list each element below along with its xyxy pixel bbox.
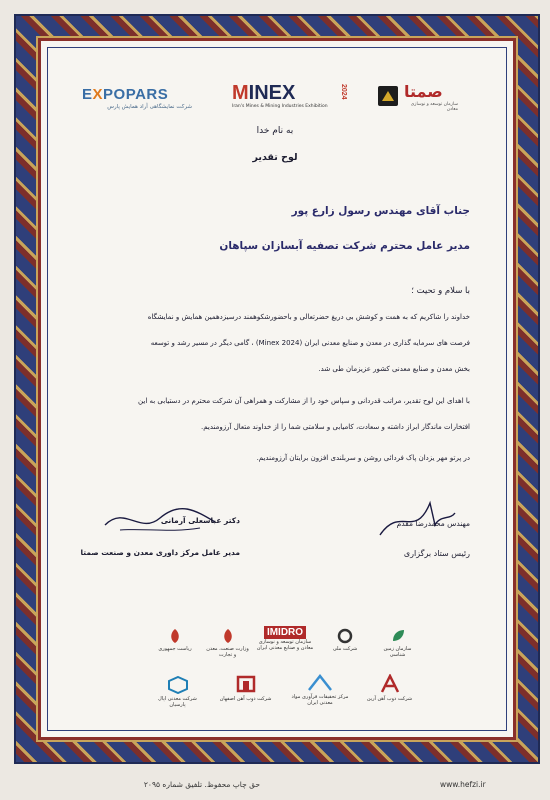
- partner-logo: شرکت ذوب آهن اصفهان: [218, 674, 273, 702]
- minex-tagline: Iran's Mines & Mining Industries Exhibition: [232, 104, 328, 109]
- emblem-icon: [221, 628, 235, 644]
- right-signer-title: رئیس ستاد برگزاری: [403, 549, 470, 558]
- right-signer-name: مهندس محمدرضا مقدم: [396, 519, 470, 528]
- logo-text-rest: POPARS: [103, 86, 169, 103]
- partner-logo: مرکز تحقیقات فرآوری مواد معدنی ایران: [290, 674, 350, 706]
- partner-logo: ریاست جمهوری: [155, 628, 195, 652]
- imidro-name: IMIDRO: [264, 626, 306, 639]
- basmala: به نام خدا: [256, 126, 294, 136]
- closing-line: در پرتو مهر یزدان پاک فردائی روشن و سربلندی افزون برایتان آرزومندیم.: [256, 454, 470, 462]
- circle-emblem-icon: [337, 628, 353, 644]
- greeting: با سلام و تحیت ؛: [411, 286, 470, 296]
- left-signer-name: دکتر عباسعلی آرمانی: [160, 516, 240, 525]
- minex-text: INEX: [248, 82, 296, 104]
- samta-name: صمتا: [404, 82, 443, 101]
- emblem-icon: [168, 628, 182, 644]
- minex-logo: [232, 82, 352, 109]
- footer-copyright: حق چاپ محفوظ. تلفیق شماره ۲۰۹۵: [143, 780, 260, 789]
- samta-logo: [378, 82, 458, 112]
- logo-text-x: X: [92, 86, 104, 103]
- leaf-icon: [390, 628, 406, 644]
- expopars-logo: [82, 86, 192, 110]
- partner-logo: شرکت ملی: [325, 628, 365, 652]
- body-line: افتخارات ماندگار ابراز داشته و سعادت، کامیابی و سلامتی شما را از خداوند متعال آرزومندیم.: [201, 423, 470, 431]
- left-signer-title: مدیر عامل مرکز داوری معدن و صنعت صمتا: [80, 548, 240, 557]
- body-line: فرصت های سرمایه گذاری در معدن و صنایع معدنی ایران (Minex 2024) ، گامی دیگر در مسیر رشد و توسعه: [150, 339, 470, 347]
- a-emblem-icon: [379, 674, 401, 694]
- expopars-tagline: شرکت نمایشگاهی آراد همایش پارس: [107, 104, 192, 110]
- samta-emblem-icon: [378, 86, 398, 106]
- minex-year: 2024: [340, 84, 347, 100]
- logo-text: E: [82, 86, 93, 103]
- partner-logo: وزارت صنعت، معدن و تجارت: [205, 628, 250, 658]
- body-line: خداوند را شاکریم که به همت و کوشش بی دریغ حضرتعالی و باحضورشکوهمند درسیزدهمین همایش و نمایشگاه: [147, 313, 470, 321]
- recipient-name: جناب آقای مهندس رسول زارع پور: [291, 205, 470, 217]
- samta-tagline: سازمان توسعه و نوسازی معادن: [410, 102, 458, 112]
- hex-emblem-icon: [167, 676, 189, 694]
- imidro-logo: IMIDRO سازمان توسعه و نوسازی معادن و صنایع معدنی ایران: [256, 627, 314, 651]
- minex-letter-m: M: [232, 82, 249, 104]
- body-line: بخش معدن و صنایع معدنی کشور عزیزمان طی شد.: [318, 365, 470, 373]
- footer-website: www.hefzi.ir: [440, 780, 486, 789]
- body-line: با اهدای این لوح تقدیر، مراتب قدردانی و سپاس خود را از مشارکت و همراهی آن شرکت محترم در دستیابی به این: [138, 397, 470, 405]
- recipient-position: مدیر عامل محترم شرکت تصفیه آبسازان سپاهان: [219, 240, 470, 252]
- mill-icon: [235, 674, 257, 694]
- partner-logo: شرکت معدنی اپال پارسیان: [150, 676, 205, 708]
- certificate-title: لوح تقدیر: [252, 152, 298, 163]
- partner-logo: شرکت ذوب آهن آرین: [362, 674, 417, 702]
- partner-logo: سازمان زمین شناسی: [375, 628, 420, 658]
- swoosh-icon: [307, 674, 333, 692]
